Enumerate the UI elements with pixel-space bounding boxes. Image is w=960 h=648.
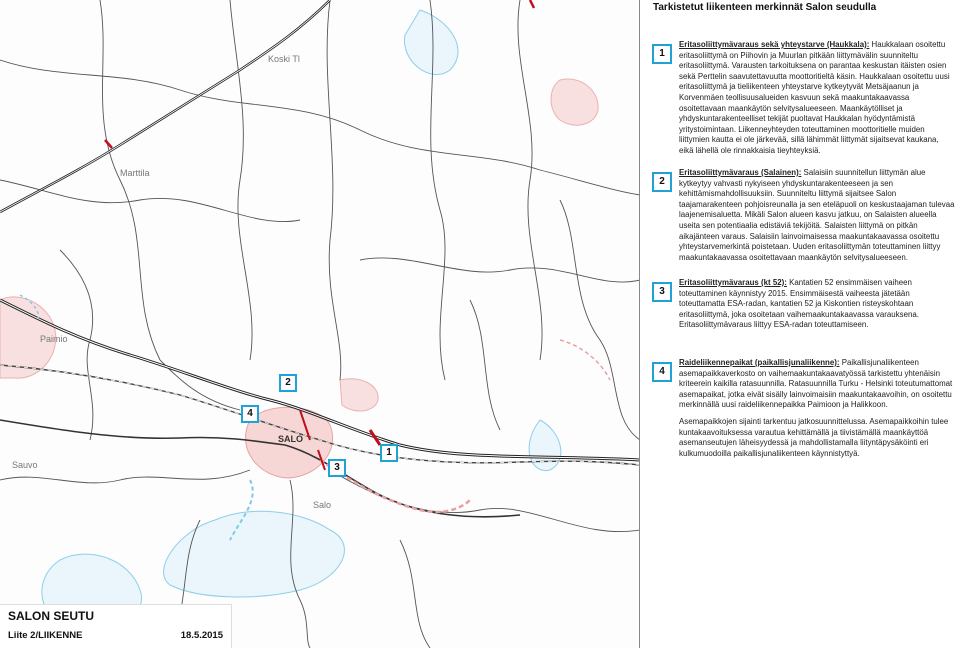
entry-number-1: 1 [652, 44, 672, 64]
place-label-marttila: Marttila [120, 168, 150, 178]
map-title-box [0, 604, 232, 648]
map-subtitle: Liite 2/LIIKENNE [8, 630, 83, 641]
place-label-salo-center: SALO [278, 434, 304, 444]
legend-entry-3 [649, 278, 955, 331]
legend-entry-2 [649, 168, 955, 263]
legend-entry-1 [649, 40, 955, 157]
panel-heading: Tarkistetut liikenteen merkinnät Salon seudulla [653, 2, 877, 13]
legend-entry-4 [649, 358, 955, 459]
place-label-salo: Salo [313, 500, 332, 510]
map-date: 18.5.2015 [180, 630, 223, 641]
entry-title-4: Raideliikennepaikat (paikallisjunaliikenne): [679, 358, 840, 367]
entry-body-4: Paikallisjunaliikenteen asemapaikkaverkosto on vaihemaakuntakaavatyössä tarkistettu yhtenäisin kriteerein kaikilla ratasuunnilla. Ratasuunnilla Turku - Helsinki toteutumattomat asemapaikat, jotka eivät sisälly lainvoimaisiin maakuntakaavoihin, on osoitettu merkinnällä uusi raideliikennepaikka Paimioon ja Halikkoon. [679, 358, 953, 410]
entry-body-3: Kantatien 52 ensimmäisen vaiheen toteuttaminen käynnistyy 2015. Ensimmäisestä vaiheesta jätetään toteuttamatta ESA-radan, kantatien 52 ja Kiskontien risteyskohtaan eritasoliittymä, joka osoitetaan vaihemaakuntakaavassa varauksena. Eritasoliittymävaraus liittyy ESA-radan toteuttamiseen. [679, 278, 919, 330]
map-marker-4[interactable]: 4 [241, 405, 259, 423]
entry-number-4: 4 [652, 362, 672, 382]
entry-title-1: Eritasoliittymävaraus sekä yhteystarve (Haukkala): [679, 40, 870, 49]
map-title: SALON SEUTU [8, 609, 95, 623]
entry-body-1: Haukkalaan osoitettu eritasoliittymä on Piihovin ja Muurlan pitkään liittymävälin suunniteltu eritasoliittymä. Varausten tarkoituksena on parantaa keskustan itäisten osien sekä Perttelin saavutettavuutta moottoritieltä käsin. Haukkalaan osoitettu uusi eritasoliittymä ja tieliikenteen yhteystarve kytkeytyvät Metsäjaanun ja Korvenmäen teollisuusalueiden kasvuun sekä maakuntakaavassa osoitettavaan maankäytön selvitysalueeseen. Maankäytölliset ja yhdyskuntarakenteelliset tekijät puoltavat Haukkalan hyödyntämistä yritystoimintaan. Liikenneyhteyden toteuttaminen moottoritielle muiden liittymien kautta ei ole järkevää, sillä lähimmät liittymät sijaitsevat kaukana, eikä lähellä ole rinnakkaisia tieyhteyksiä. [679, 40, 950, 155]
entry-number-2: 2 [652, 172, 672, 192]
entry-extra-4: Asemapaikkojen sijainti tarkentuu jatkosuunnittelussa. Asemapaikkoihin tulee kuntakaavoituksessa varautua kehittämällä ja tiivistämällä maankäyttöä asemanseutujen läheisyydessä ja mahdollistamalla liityntäpysäköinti eri kulkumuodoilla paikallisjunaliikenteen käynnistyttyä. [679, 416, 949, 458]
entry-number-3: 3 [652, 282, 672, 302]
entry-body-2: Salaisiin suunnitellun liittymän alue kytkeytyy vahvasti nykyiseen yhdyskuntarakenteeseen ja sen kehittämismahdollisuuksiin. Suunniteltu liittymä sijaitsee Salon taajamarakenteen pohjoisreunalla ja sen eteläpuoli on keskustaajaman tulevaa laajenemisaluetta. Mikäli Salon alueen kasvu jatkuu, on Salaisten alueella useita sen potentiaalia edistäviä tekijöitä. Salaisten liittymä on pitkän aikajänteen varaus. Salaisiin lainvoimaisessa maakuntakaavassa osoitettu yhteystarvemerkintä poistetaan. Uuden eritasoliittymän toteuttaminen liittyy maakuntakaavassa osoitettavaan maankäytön selvitysalueeseen. [679, 168, 955, 262]
map-marker-3[interactable]: 3 [328, 459, 346, 477]
legend-panel [641, 0, 960, 648]
place-label-koski: Koski Tl [268, 54, 300, 64]
map-marker-2[interactable]: 2 [279, 374, 297, 392]
place-label-paimio: Paimio [40, 334, 68, 344]
entry-title-3: Eritasoliittymävaraus (kt 52): [679, 278, 787, 287]
place-label-sauvo: Sauvo [12, 460, 38, 470]
map-marker-1[interactable]: 1 [380, 444, 398, 462]
entry-title-2: Eritasoliittymävaraus (Salainen): [679, 168, 802, 177]
